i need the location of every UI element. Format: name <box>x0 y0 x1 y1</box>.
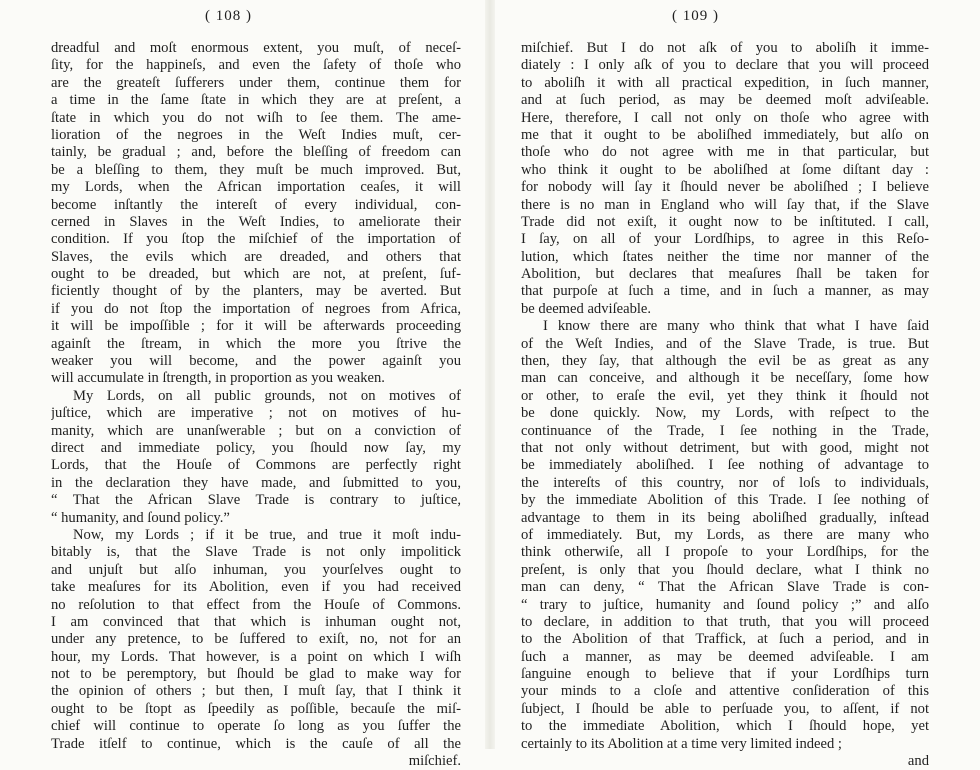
text-line: I am convinced that that which is inhuman ought not, <box>51 613 461 630</box>
page-number-right: ( 109 ) <box>672 8 719 24</box>
text-line: miſchief. <box>408 753 461 770</box>
text-line: the intereſts of this country, nor of loſs to individuals, <box>521 474 929 491</box>
text-line: condition. If you ſtop the miſchief of the importation of <box>51 231 461 248</box>
text-line: no reſolution to that effect from the Houſe of Commons. <box>51 596 461 613</box>
text-line: I know there are many who think that what I have ſaid <box>543 318 929 335</box>
text-line: lioration of the negroes in the Weſt Indies muſt, cer- <box>51 126 461 143</box>
text-line: certainly to its Abolition at a time very limited indeed ; <box>521 735 842 752</box>
text-line: a time in the ſame ſtate in which they are at preſent, a <box>51 92 461 109</box>
text-line: “ humanity, and ſound policy.” <box>51 509 230 526</box>
text-line: are the greateſt ſufferers under them, continue them for <box>51 74 461 91</box>
text-line: ſtate in which you do not wiſh to ſee them. The ame- <box>51 109 461 126</box>
text-line: tainly, be gradual ; and, before the bleſſing of freedom can <box>51 144 461 161</box>
text-line: be deemed adviſeable. <box>521 300 652 317</box>
text-line: Abolition, but declares that meaſures ſhall be taken for <box>521 266 929 283</box>
text-line: your minds to a cloſe and attentive conſideration of this <box>521 683 929 700</box>
text-line: I ſay, on all of your Lordſhips, to agree in this Reſo- <box>521 231 929 248</box>
text-line: advantage to them in its being aboliſhed gradually, inſtead <box>521 509 929 526</box>
text-line: take meaſures for its Abolition, even if you had received <box>51 579 461 596</box>
text-line: juſtice, which are imperative ; not on motives of hu- <box>51 405 461 422</box>
text-line: Here, therefore, I call not only on thoſe who agree with <box>521 109 929 126</box>
text-line: that not only without detriment, but with good, might not <box>521 439 929 456</box>
text-line: become inſtantly the intereſt of every individual, con- <box>51 196 461 213</box>
text-line: ſity, for the happineſs, and even the ſafety of thoſe who <box>51 57 461 74</box>
text-line: in the declaration they have made, and ſubmitted to you, <box>51 474 461 491</box>
text-line: ſubject, I ſhould be able to perſuade you, to aſſent, if not <box>521 700 929 717</box>
text-line: be done quickly. Now, my Lords, with reſpect to the <box>521 405 929 422</box>
text-line: Trade itſelf to continue, which is the cauſe of all the <box>51 735 461 752</box>
text-line: Lords, that the Houſe of Commons are perfectly right <box>51 457 461 474</box>
text-line: by the immediate Abolition of this Trade. I ſee nothing of <box>521 492 929 509</box>
text-line: or other, to eraſe the evil, yet they think it ſhould not <box>521 387 929 404</box>
text-line: not to be peremptory, but ſhould be glad to make way for <box>51 666 461 683</box>
text-line: lution, which ſtates neither the time nor manner of the <box>521 248 929 265</box>
text-line: there is no man in England who will ſay that, if the Slave <box>521 196 929 213</box>
page-number-left: ( 108 ) <box>205 8 252 24</box>
text-line: man can conceive, and although it be neceſſary, ſome how <box>521 370 929 387</box>
text-line: be immediately aboliſhed. I ſee nothing of advantage to <box>521 457 929 474</box>
text-line: ſuch a manner, as may be deemed adviſeable. I am <box>521 648 929 665</box>
text-line: will accumulate in ſtrength, in proportion as you weaken. <box>51 370 385 387</box>
text-line: bitably is, that the Slave Trade is not only impolitick <box>51 544 461 561</box>
text-line: the opinion of others ; but then, I muſt ſay, that I think it <box>51 683 461 700</box>
text-line: if you do not ſtop the importation of negroes from Africa, <box>51 300 461 317</box>
text-line: dreadful and moſt enormous extent, you muſt, of neceſ- <box>51 40 461 56</box>
text-line: continuance of the Trade, I ſee nothing in the Trade, <box>521 422 929 439</box>
right-page-text <box>521 40 929 770</box>
text-line: Now, my Lords ; if it be true, and true it moſt indu- <box>73 526 461 543</box>
text-line: againſt the ſtream, in which the more you ſtrive the <box>51 335 461 352</box>
text-line: ſanguine enough to believe that if your Lordſhips turn <box>521 666 929 683</box>
text-line: and at ſuch period, as may be deemed moſt adviſeable. <box>521 92 929 109</box>
text-line: it will be impoſſible ; for it will be afterwards proceeding <box>51 318 461 335</box>
text-line: be a bleſſing to them, they muſt be much improved. But, <box>51 161 461 178</box>
text-line: cerned in Slaves in the Weſt Indies, to ameliorate their <box>51 213 461 230</box>
text-line: my Lords, when the African importation ceaſes, it will <box>51 179 461 196</box>
text-line: ought to be ſtopt as ſpeedily as poſſible, becauſe the miſ- <box>51 700 461 717</box>
text-line: under any pretence, to be ſuffered to exiſt, no, not for an <box>51 631 461 648</box>
text-line: ought to be dreaded, but which are not, at preſent, ſuf- <box>51 266 461 283</box>
text-line: that purpoſe at ſuch a time, and in ſuch a manner, as may <box>521 283 929 300</box>
text-line: and <box>907 753 929 770</box>
text-line: chief will continue to operate ſo long as you ſuffer the <box>51 718 461 735</box>
text-line: to the immediate Abolition, which I ſhould hope, yet <box>521 718 929 735</box>
text-line: “ trary to juſtice, humanity and ſound policy ;” and alſo <box>521 596 929 613</box>
text-line: miſchief. But I do not aſk of you to aboliſh it imme- <box>521 40 929 56</box>
text-line: diately : I only aſk of you to declare that you will proceed <box>521 57 929 74</box>
text-line: then, they ſay, that although the evil be as great as any <box>521 353 929 370</box>
text-line: Slaves, the evils which are dreaded, and others that <box>51 248 461 265</box>
text-line: weaker you will become, and the power againſt you <box>51 353 461 370</box>
text-line: My Lords, on all public grounds, not on motives of <box>73 387 461 404</box>
text-line: direct and immediate policy, you ſhould now ſay, my <box>51 439 461 456</box>
text-line: man can deny, “ That the African Slave Trade is con- <box>521 579 929 596</box>
text-line: Trade did not exiſt, it ought now to be inſtituted. I call, <box>521 213 929 230</box>
text-line: “ That the African Slave Trade is contrary to juſtice, <box>51 492 461 509</box>
left-page-text <box>51 40 461 770</box>
text-line: me that it ought to be aboliſhed immediately, but alſo on <box>521 126 929 143</box>
text-line: for nobody will ſay it ſhould never be aboliſhed ; I believe <box>521 179 929 196</box>
text-line: of immediately. But, my Lords, as there are many who <box>521 526 929 543</box>
text-line: manity, which are unanſwerable ; but on a conviction of <box>51 422 461 439</box>
text-line: who think it ought to be aboliſhed at ſome diſtant day : <box>521 161 929 178</box>
text-line: ficiently thought of by the planters, may be averted. But <box>51 283 461 300</box>
text-line: thoſe who do not agree with me in that particular, but <box>521 144 929 161</box>
text-line: of the Weſt Indies, and of the Slave Trade, is true. But <box>521 335 929 352</box>
text-line: to declare, in addition to that truth, that you will proceed <box>521 613 929 630</box>
text-line: and unjuſt but alſo inhuman, you yourſelves ought to <box>51 561 461 578</box>
text-line: think otherwiſe, all I propoſe to your Lordſhips, for the <box>521 544 929 561</box>
text-line: hour, my Lords. That however, is a point on which I wiſh <box>51 648 461 665</box>
right-page <box>490 0 980 770</box>
text-line: preſent, is only that you ſhould declare, what I think no <box>521 561 929 578</box>
text-line: to aboliſh it with all practical expedition, in ſuch manner, <box>521 74 929 91</box>
text-line: to the Abolition of that Traffick, at ſuch a period, and in <box>521 631 929 648</box>
